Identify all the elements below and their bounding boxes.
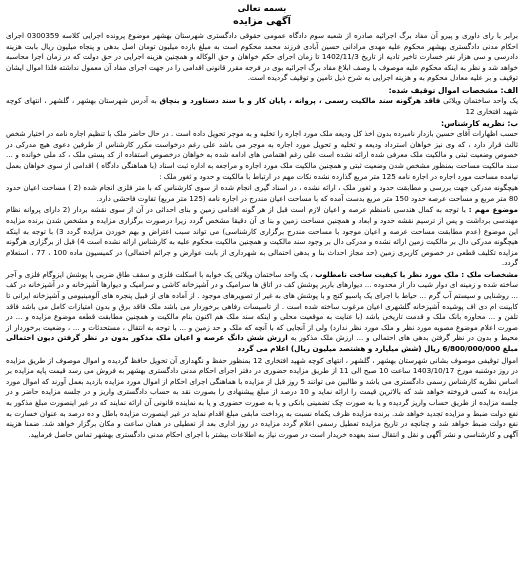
document-title: آگهی مزایده xyxy=(233,16,291,27)
section-a-bold: فاقد هرگونه سند مالکیت رسمی ، پروانه ، پایان کار و با سند دستاورد و بنچاق xyxy=(159,95,441,105)
section-a-heading: الف: مشخصات اموال توقیف شده: xyxy=(388,85,518,95)
section-b-heading: ب: نظریه کارشناس: xyxy=(441,119,518,129)
section-a-plain: یک واحد ساختمان ویلائی xyxy=(443,95,518,105)
document-page xyxy=(6,0,518,440)
section-b-paragraph: حسب اظهارات آقای حسین بازدار نامبرده بدون اخذ کل ودیعه ملک مورد اجاره را تخلیه و به موجر تحویل داده است . در حال حاضر ملک با تنظیم اجاره نامه در اختیار شخص ثالث قرار دارد ، که وی نیز خواهان استرداد ودیعه و تخلیه و تحویل مورد اجاره به موجر می باشد علی رغم درخواست مکرر کارشناس از طرفین دعوی هیچ مدرکی در خصوص وضعیت ثبتی و مالکیت ملک معرفی شده ارائه نشده است علی رغم اهتمامی های ادامه شده به خواهان درخصوص استفاده از کد پستی ملک ، کد ملی خوانده و ... سند مالکیت مساحت بمنظور مشخص شدن وضعیت ثبتی و همچنین مالکیت ملک مورد اجاره و مراجعه به اداره ثبت اسناد (با هماهنگی دادگاه ) اقدامی از سوی خواهان بعمل نیامده مساحت مورد اجاره در اجاره نامه 125 متر مربع گذارده نشده نکات مهم در ارتباط با مالکیت و حدود و ثغور ملک : xyxy=(6,129,518,181)
section-a-tail: به آدرس شهرستان بهشهر ، گلشهر ، انتهای کوچه شهید افتخاری 12 xyxy=(6,95,518,116)
section-c-text: ، یک واحد ساختمان ویلائی یک خوابه با اسکلت فلزی و سقف طاق ضربی با پوشش ایزوگام فلزی و آجر ساخته شده و زمینه ای دوار شیب دار از محدوده ... دیوارهای باربر پوشش کف در اتاق ها سرامیک و در آشپزخانه کاشی و سرامیک و دیوارها آشپزخانه و در آشپزخانه در کف ... روشنایی و سیستم آب گرم ... حیاط با اجرای یک پاسیو کنج و با پوشش های به غیر از تصویرهای موجود . از آماده های از قبیل پنجره های آلومینیومی و آشپزخانه ایرانی تا کابینت ام دی اف پوشیده آشپزخانه گلشهری اعیان مرغوب ساخته شده است . از تاسیسات رفاهی برخوردار می باشد ملک فاقد برق و بدون امتیازات کامل می باشد فاقد تلفن و ... محاوره بانک ملک و قدمت تاریخی باشد (با عنایت به موقعیت محلی و اینکه سند ملک هم اکنون بنام مالکیت و همچنین مطابقت قطعه موضوع مزایده و ... در صورت اعلام موضوع مصوبه مورد نظر و ملک مورد نظر ندارد) ولی از آنجایی که با آنچه که ملک و حد زمین و ... با توجه به انتقال ، مستحدثات و ... ، وضعیت برخوردار از محیط و بدون در نظر گرفتن بدهی های احتمالی و ... ارزش ملک مذکور به xyxy=(6,269,518,343)
section-b-paragraph-3 xyxy=(6,205,518,269)
important-label: موضوع مهم : xyxy=(468,205,518,215)
section-c-heading: مشخصات ملک : ملک مورد نظر با کیفیت ساخت نامطلوب xyxy=(315,269,518,279)
important-text: با توجه به کمال هندسی نامنظم عرصه و اعیان لازم است قبل از هر گونه اقدامی زمین و بنای احداثی در آن از سوی نقشه بردار (2 دارای پروانه نظام مهندسی برداشت و پس از ترسیم نقشه حدود و ابعاد و همچنین مساحت زمین و بنا ی آن دقیقا مشخص گردد زیرا درصورت برگزاری مزایده و مشخص شدن برنده مزایده این موضوع (عدم مطابقت مساحت عرصه و اعیان موجود با مساحت مندرج برگزاری کارشناسی) می تواند سبب اعتراض و بهم خوردن مزایده گردد 3) با توجه به اینکه هیچگونه مدرکی دال بر مالکیت زمین ارائه نشده و مدرکی دال بر وجود سند مالکیت و همچنین مالکیت محکوم علیه به کارشناس ارائه نشده است 4) قبل از برگزاری هرگونه مزایده تکلیف قطعی در خصوص کاربری زمین (حد مجاز احداث بنا و بدهی احتمالی به شهرداری از بابت عوارض و جرائم احتمالی) در کمیسیون ماده 100 ، 77 ، استعلام گردد. xyxy=(6,205,518,268)
basmala: بسمه تعالی xyxy=(237,4,287,14)
valuation-text: ارزش شش دانگ عرصه و اعیان ملک مذکور بدون در نظر گرفتن دیون احتمالی مبلغ 6/800/000/000 ریال (شش میلیارد و هشتصد میلیون ریال) اعلام می گردد xyxy=(6,333,518,354)
closing-paragraph: اموال توقیفی موصوف بشانی شهرستان بهشهر ، گلشهر ، انتهای کوچه شهید افتخاری 12 بمنظور حفظ و نگهداری آن تحویل حافظ گردیده و اموال موصوف از طریق مزایده در روز دوشنبه مورخ 1403/10/17 ساعت 10 صبح الی 11 از طریق مزایده حضوری در دفتر اجرای احکام مدنی دادگستری بهشهر به فروش می رسد قیمت پایه مزایده بر اساس نظریه کارشناس رسمی دادگستری می باشد و طالبین می توانند 5 روز قبل از مزایده با هماهنگی اجرای احکام از اموال مورد مزایده بازدید بعمل آورند که اموال مورد مزایده به کسی فروخته خواهد شد که بالاترین قیمت را ارائه نماید و 10 درصد از مبلغ پیشنهادی را بصورت نقد به حساب دادگستری واریز و در جلسه مزایده حاضر و در جلسه مزایده از طریق حساب واریز گردیده و یا به صورت چک تضمینی بانکی و یا به صورت حضوری و یا به نماینده قانونی آن ارائه نمایند که در غیر اینصورت مبلغ مذکور به نفع دولت ضبط و مزایده تجدید خواهد شد. برنده مزایده ظرف یکماه نسبت به پرداخت مابقی مبلغ اقدام نماید در غیر اینصورت مزایده باطل و ده درصد به عنوان خسارت به نفع دولت ضبط خواهد شد و چنانچه در تاریخ مزایده تعطیل رسمی اعلام گردد مزایده در روز اداری بعد از تعطیلی در همان ساعت و مکان برگزار خواهد شد. ضمنا هزینه آگهی و کارشناسی و نشر آگهی و نقل و انتقال سند بعهده خریدار است در صورت نیاز به اطلاعات بیشتر با اجرای احکام مدنی دادگستری بهشهر تماس حاصل فرمایید. xyxy=(6,355,519,439)
section-b-paragraph-2: هیچگونه مدرکی جهت بررسی و مطابقت حدود و ثغور ملک ، ارائه نشده ، در اسناد گیری انجام شده از سوی کارشناس که با متر فلزی انجام شده (2 ) مساحت اعیان حدود 80 متر مربع و مساحت عرصه حدود 150 متر مربع بدست آمده که با مساحت اعیان مندرج در اجاره نامه (125 متر مربع) تفاوت فاحشی دارد. xyxy=(6,183,518,203)
section-c-paragraph xyxy=(6,270,518,355)
section-a-paragraph xyxy=(6,96,518,117)
intro-paragraph: برابر با رای داوری و پیرو آن مفاد برگ اجرائیه صادره از شعبه سوم دادگاه عمومی حقوقی دادگستری شهرستان بهشهر موضوع پرونده اجرایی کلاسه 0300359 اجرای احکام مدنی دادگستری بهشهر محکوم علیه مهدی مرادانی حسین آبادی فرزند محمد محکوم است به مبلغ بازده میلیون تومان اصل بدهی و پنجاه میلیون ریال بابت هزینه دادرسی و سی هزار نفر خسارت تاخیر تادیه از تاریخ 1402/11/3 تا زمان اجرای حکم خواهان و حق الوکاله و همچنین هزینه اجرایی در حق دولت که در زمان اجرا محاسبه خواهد شد و نظر به اینکه محکوم علیه موصوف با وصف ابلاغ مفاد برگ اجرائیه بوی در فرجه مقرر قانونی اقدامی را در جهت اجرای مفاد آن معمول نداشته فلذا اموال ایشان توقیف و بر علیه معادل محکوم به و هزینه اجرایی به شرح ذیل تامین و توقیف گردیده است. xyxy=(6,31,518,83)
